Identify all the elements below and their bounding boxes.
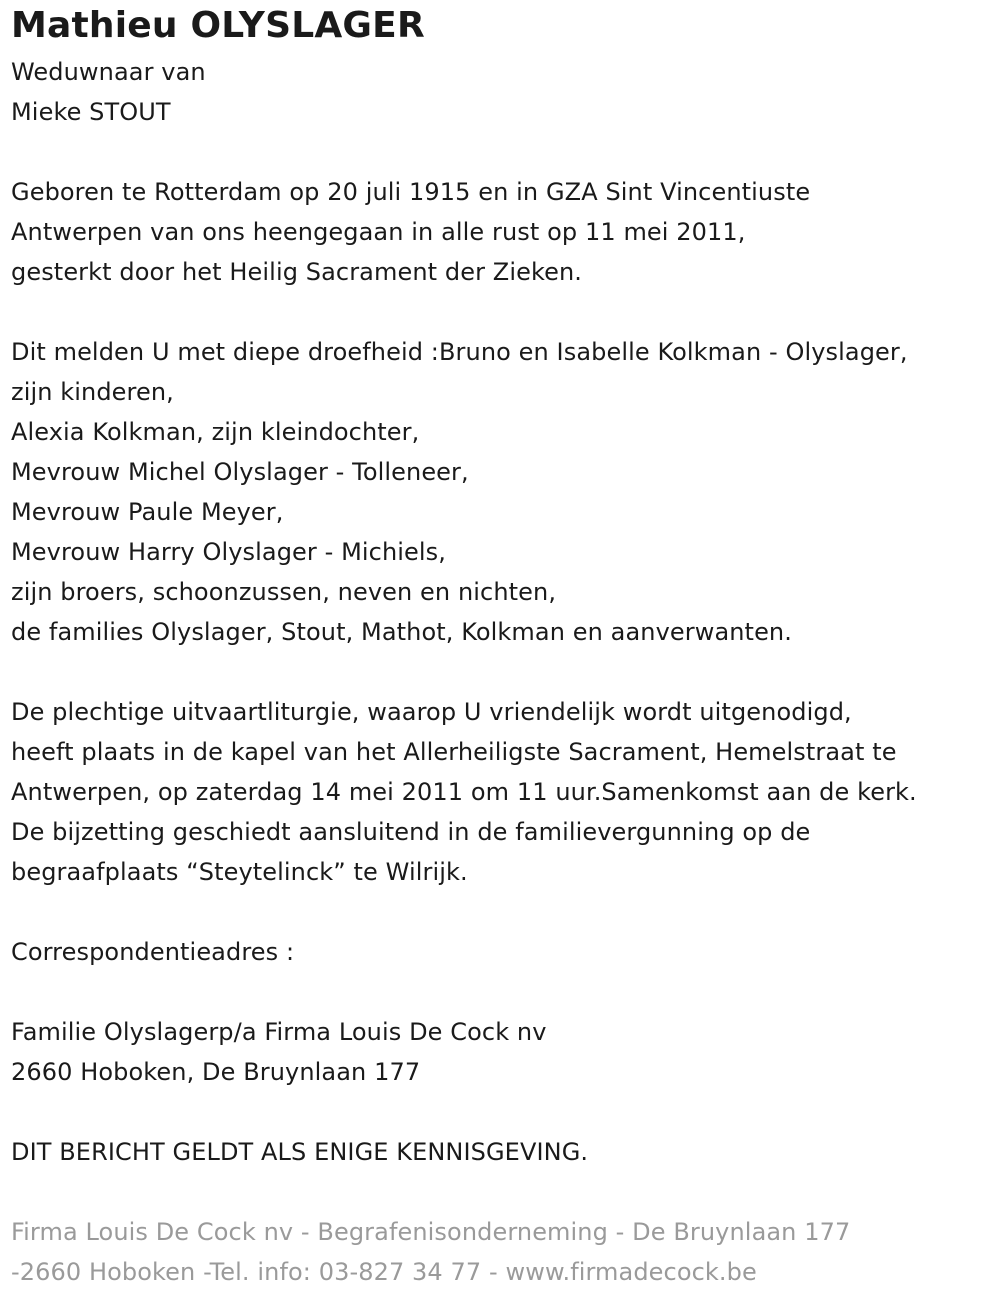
intro-block	[11, 52, 996, 132]
spacer	[11, 292, 996, 332]
family-line: Dit melden U met diepe droefheid :Bruno en Isabelle Kolkman - Olyslager,	[11, 338, 908, 366]
family-line: de families Olyslager, Stout, Mathot, Kolkman en aanverwanten.	[11, 618, 792, 646]
family-paragraph	[11, 332, 996, 652]
family-line: Mevrouw Michel Olyslager - Tolleneer,	[11, 458, 469, 486]
spacer	[11, 652, 996, 692]
spouse-name: Mieke STOUT	[11, 98, 171, 126]
funeral-line: De plechtige uitvaartliturgie, waarop U vriendelijk wordt uitgenodigd,	[11, 698, 852, 726]
funeral-line: De bijzetting geschiedt aansluitend in de familievergunning op de	[11, 818, 811, 846]
spacer	[11, 892, 996, 932]
address-line: Familie Olyslagerp/a Firma Louis De Cock nv	[11, 1018, 547, 1046]
family-line: Mevrouw Harry Olyslager - Michiels,	[11, 538, 447, 566]
correspondence-label: Correspondentieadres :	[11, 938, 295, 966]
family-line: Mevrouw Paule Meyer,	[11, 498, 284, 526]
spacer	[11, 1092, 996, 1132]
family-line: zijn broers, schoonzussen, neven en nichten,	[11, 578, 557, 606]
family-line: zijn kinderen,	[11, 378, 174, 406]
birth-line: gesterkt door het Heilig Sacrament der Zieken.	[11, 258, 583, 286]
family-line: Alexia Kolkman, zijn kleindochter,	[11, 418, 420, 446]
intro-line: Weduwnaar van	[11, 58, 206, 86]
birth-paragraph	[11, 172, 996, 292]
funeral-paragraph	[11, 692, 996, 892]
funeral-line: begraafplaats “Steytelinck” te Wilrijk.	[11, 858, 468, 886]
notice-text: DIT BERICHT GELDT ALS ENIGE KENNISGEVING.	[11, 1138, 589, 1166]
deceased-name: Mathieu OLYSLAGER	[11, 5, 425, 46]
obituary-document	[11, 0, 996, 1292]
birth-line: Geboren te Rotterdam op 20 juli 1915 en in GZA Sint Vincentiuste	[11, 178, 811, 206]
spacer	[11, 1172, 996, 1212]
address-line: 2660 Hoboken, De Bruynlaan 177	[11, 1058, 421, 1086]
birth-line: Antwerpen van ons heengegaan in alle rust op 11 mei 2011,	[11, 218, 746, 246]
funeral-line: Antwerpen, op zaterdag 14 mei 2011 om 11 uur.Samenkomst aan de kerk.	[11, 778, 917, 806]
footer-line: Firma Louis De Cock nv - Begrafenisonderneming - De Bruynlaan 177	[11, 1218, 851, 1246]
address-block	[11, 1012, 996, 1092]
undertaker-footer	[11, 1212, 996, 1292]
spacer	[11, 972, 996, 1012]
footer-line: -2660 Hoboken -Tel. info: 03-827 34 77 - www.firmadecock.be	[11, 1258, 757, 1286]
spacer	[11, 132, 996, 172]
funeral-line: heeft plaats in de kapel van het Allerheiligste Sacrament, Hemelstraat te	[11, 738, 897, 766]
